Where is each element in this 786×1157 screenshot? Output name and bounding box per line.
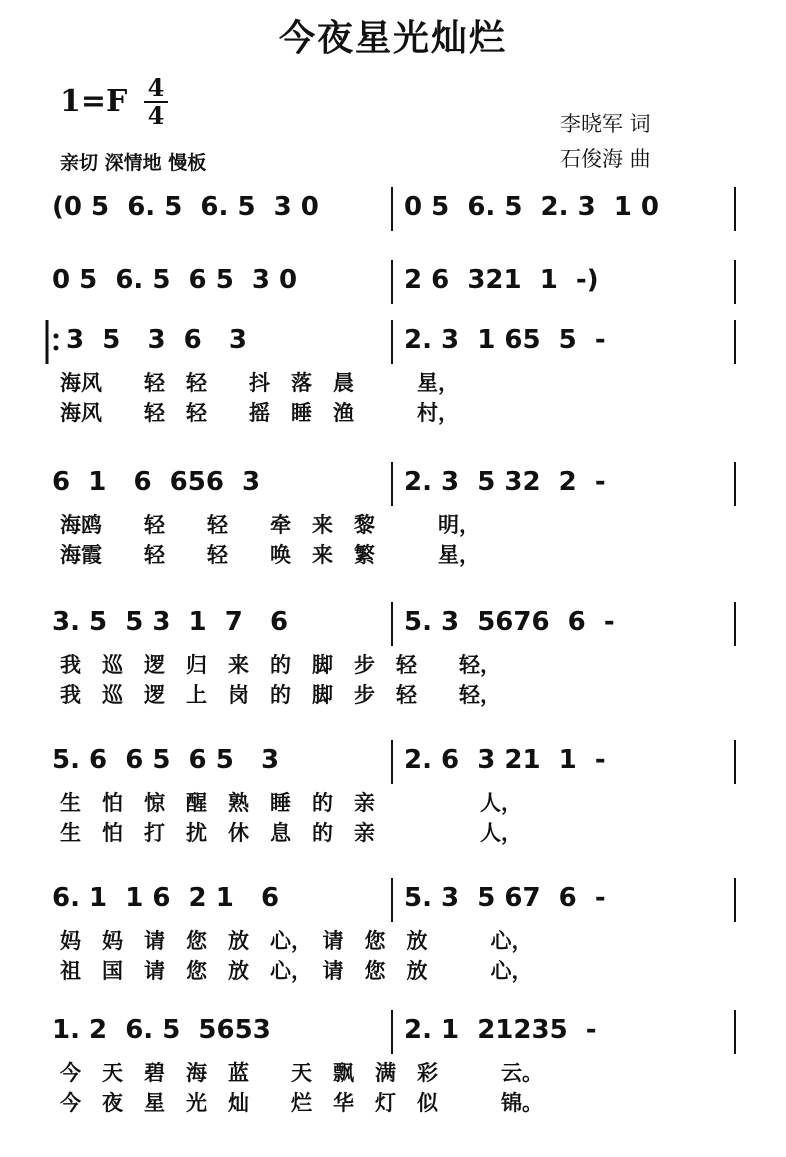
lyric-line-1: 妈 妈 请 您 放 心， 请 您 放 心，	[60, 928, 533, 953]
measure-group-2: 2. 3 1 65 5 -	[404, 325, 606, 355]
measure-group-1: 6 1 6 656 3	[52, 467, 261, 497]
score-row	[0, 738, 786, 858]
measure-group-2: 5. 3 5676 6 -	[404, 607, 615, 637]
measure-group-1: (0 5 6. 5 6. 5 3 0	[52, 192, 319, 222]
composer-credit: 石俊海 曲	[560, 147, 651, 171]
lyricist-credit: 李晓军 词	[560, 112, 651, 136]
measure-group-1: 6. 1 1 6 2 1 6	[52, 883, 280, 913]
measure-group-2: 2. 1 21235 -	[404, 1015, 597, 1045]
song-title: 今夜星光灿烂	[278, 18, 507, 59]
score-row	[0, 1008, 786, 1128]
lyric-line-2: 海霞 轻 轻 唤 来 繁 星，	[60, 542, 480, 567]
repeat-dot	[54, 346, 59, 351]
measure-group-2: 0 5 6. 5 2. 3 1 0	[404, 192, 659, 222]
measure-group-1: 1. 2 6. 5 5653	[52, 1015, 271, 1045]
time-signature-bottom: 4	[147, 101, 165, 130]
key-signature: 1=F	[60, 84, 128, 119]
score-row	[0, 876, 786, 996]
lyric-line-2: 我 巡 逻 上 岗 的 脚 步 轻 轻，	[60, 682, 501, 707]
measure-group-2: 2. 3 5 32 2 -	[404, 467, 606, 497]
lyric-line-1: 今 天 碧 海 蓝 天 飘 满 彩 云。	[60, 1060, 543, 1085]
score-row	[0, 318, 786, 438]
score-row	[0, 460, 786, 580]
measure-group-2: 2 6 321 1 -)	[404, 265, 599, 295]
lyric-line-2: 海风 轻 轻 摇 睡 渔 村，	[60, 400, 459, 425]
lyric-line-1: 我 巡 逻 归 来 的 脚 步 轻 轻，	[60, 652, 501, 677]
measure-group-1: 0 5 6. 5 6 5 3 0	[52, 265, 298, 295]
measure-group-2: 2. 6 3 21 1 -	[404, 745, 606, 775]
time-signature-top: 4	[147, 73, 165, 102]
score-row	[0, 600, 786, 720]
lyric-line-2: 今 夜 星 光 灿 烂 华 灯 似 锦。	[60, 1090, 543, 1115]
lyric-line-1: 海鸥 轻 轻 牵 来 黎 明，	[60, 512, 480, 537]
lyric-line-2: 生 怕 打 扰 休 息 的 亲 人，	[60, 820, 522, 845]
measure-group-1: 3 5 3 6 3	[66, 325, 247, 355]
measure-group-1: 5. 6 6 5 6 5 3	[52, 745, 280, 775]
repeat-dot	[54, 334, 59, 339]
measure-group-1: 3. 5 5 3 1 7 6	[52, 607, 289, 637]
lyric-line-2: 祖 国 请 您 放 心， 请 您 放 心，	[60, 958, 533, 983]
measure-group-2: 5. 3 5 67 6 -	[404, 883, 606, 913]
lyric-line-1: 生 怕 惊 醒 熟 睡 的 亲 人，	[60, 790, 522, 815]
tempo-marking: 亲切 深情地 慢板	[60, 152, 207, 174]
lyric-line-1: 海风 轻 轻 抖 落 晨 星，	[60, 370, 459, 395]
time-signature	[144, 73, 168, 130]
